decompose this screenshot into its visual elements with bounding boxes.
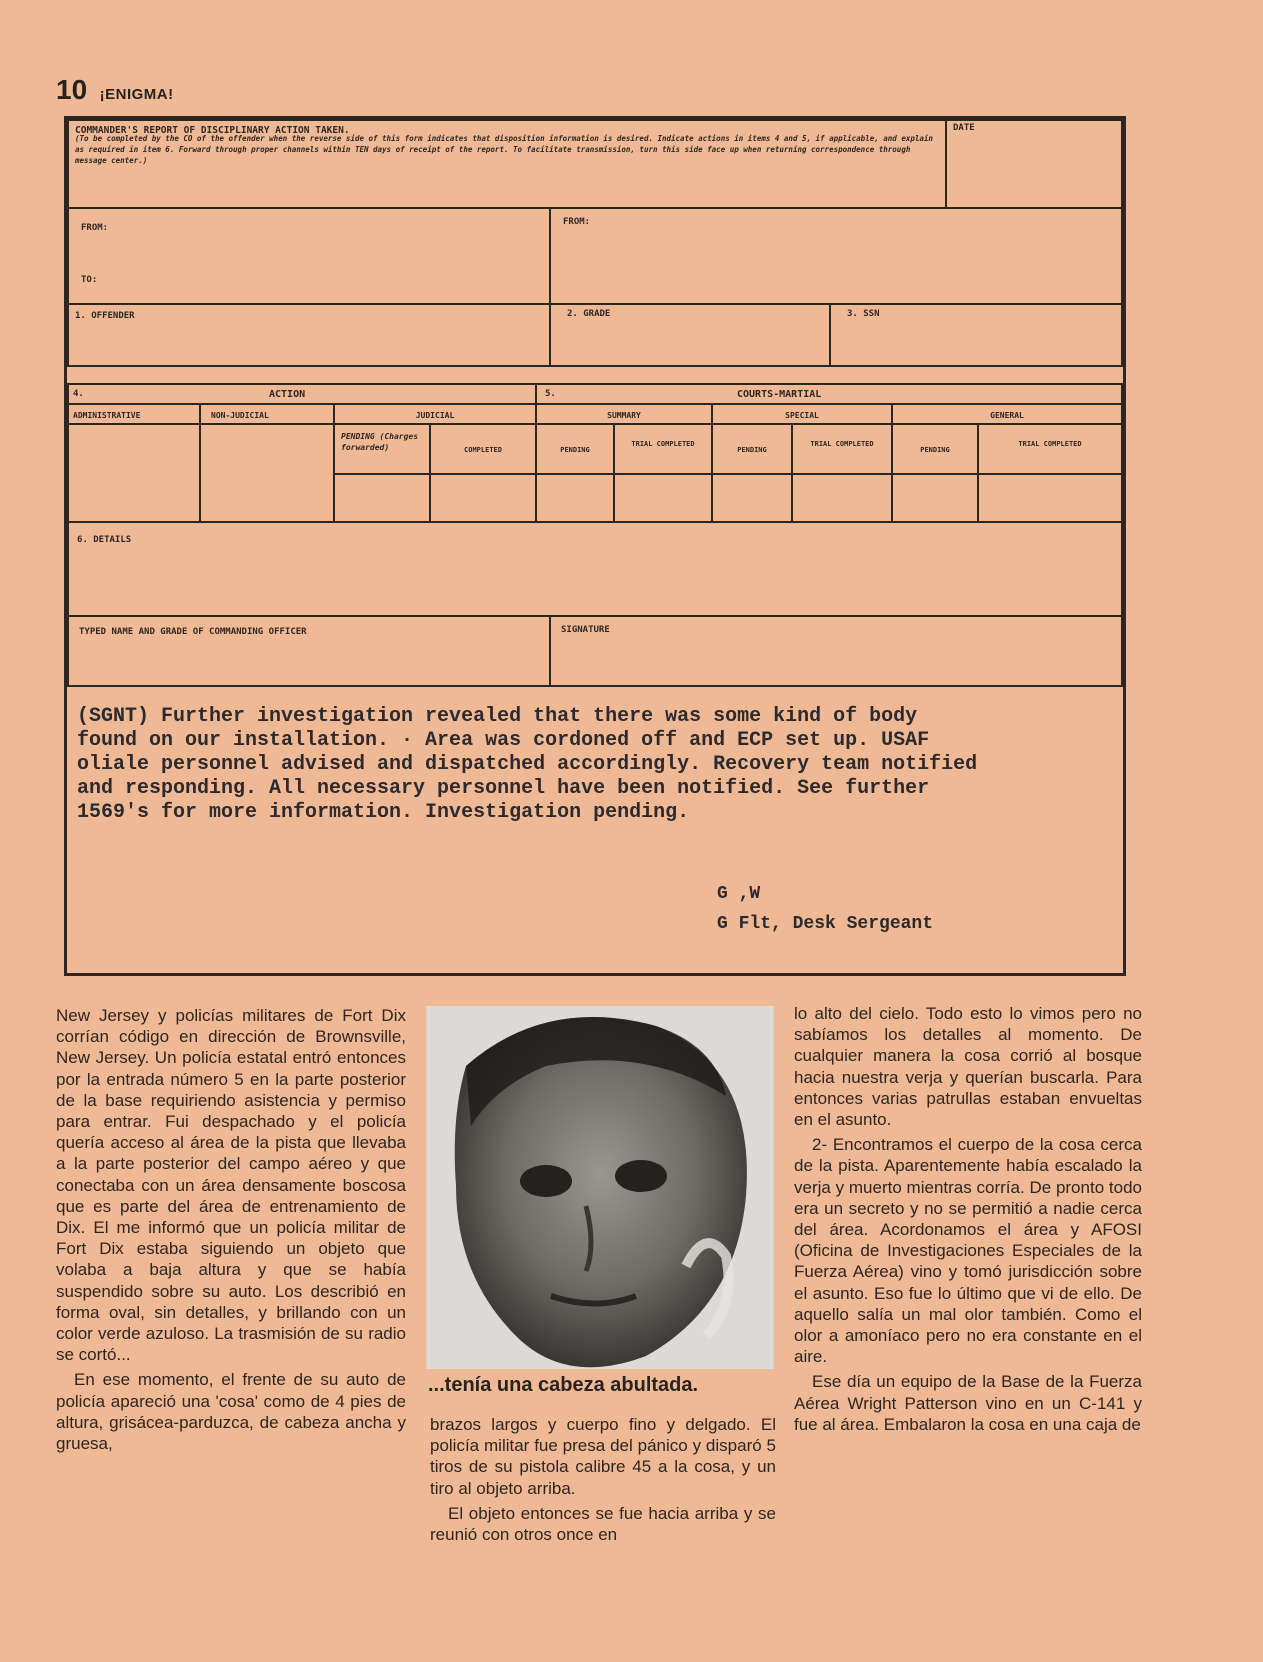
signature-line-1: G ,W	[717, 884, 761, 904]
blank-cell	[613, 473, 713, 523]
details-label: 6. DETAILS	[77, 535, 132, 545]
form-instructions: (To be completed by the CO of the offender when the reverse side of this form indicates that disposition information is desired. Indicate actions in items 4 and 5, if applicable, and explain as required in item 6. Forward through proper channels within TEN days of receipt of the report. To facilitate transmission, turn this side face up when returning correspondence through message center.)	[75, 134, 933, 165]
item5-label: 5.	[545, 389, 556, 399]
remarks-line: 1569's for more information. Investigation pending.	[77, 801, 690, 824]
general-trial-label: TRIAL COMPLETED	[1018, 440, 1082, 448]
special-trial-head	[791, 423, 893, 475]
courts-header	[535, 383, 1123, 405]
special-col	[711, 403, 893, 425]
item4-label: 4.	[73, 389, 84, 399]
from-label: FROM:	[563, 217, 591, 227]
paragraph: Ese día un equipo de la Base de la Fuerza Aérea Wright Patterson vino en un C-141 y fue al área. Embalaron la cosa en una caja de	[794, 1372, 1142, 1434]
judicial-pending-head	[333, 423, 431, 475]
magazine-title: ¡ENIGMA!	[99, 86, 174, 103]
article-column-2	[430, 1414, 776, 1549]
general-label: GENERAL	[990, 411, 1024, 420]
remarks-line: and responding. All necessary personnel have been notified. See further	[77, 777, 930, 800]
administrative-label: ADMINISTRATIVE	[73, 411, 141, 420]
signature-line-2: G Flt, Desk Sergeant	[717, 914, 934, 934]
blank-cell	[711, 473, 793, 523]
summary-trial-head	[613, 423, 713, 475]
paragraph: En ese momento, el frente de su auto de policía apareció una 'cosa' como de 4 pies de altura, grisácea-parduzca, de cabeza ancha y gruesa,	[56, 1370, 406, 1454]
administrative-box	[67, 423, 201, 523]
ssn-cell	[829, 303, 1123, 367]
remarks-line: (SGNT) Further investigation revealed that there was some kind of body	[77, 705, 918, 728]
grade-cell	[549, 303, 831, 367]
article-column-3	[794, 1003, 1142, 1439]
general-pending-label: PENDING	[920, 446, 950, 454]
special-pending-head	[711, 423, 793, 475]
alien-head-illustration	[426, 1006, 774, 1369]
paragraph: 2- Encontramos el cuerpo de la cosa cerca de la pista. Aparentemente había escalado la verja y muerto mientras corría. De pronto todo era un secreto y no se permitió a nadie cerca del área. Acordonamos el área y AFOSI (Oficina de Investigaciones Especiales de la Fuerza Aérea) vino y tomó jurisdicción sobre el asunto. Eso fue lo último que vi de ello. De aquello salía un mal olor también. Como el olor a amoníaco pero no era constante en el aire.	[794, 1135, 1142, 1367]
action-header	[67, 383, 537, 405]
judicial-col	[333, 403, 537, 425]
judicial-completed-label: COMPLETED	[464, 446, 502, 454]
ssn-label: 3. SSN	[847, 309, 880, 319]
remarks-line: found on our installation. · Area was cordoned off and ECP set up. USAF	[77, 729, 930, 752]
grade-label: 2. GRADE	[567, 309, 611, 319]
page-header	[56, 74, 174, 106]
judicial-label: JUDICIAL	[415, 411, 455, 420]
paragraph: brazos largos y cuerpo fino y delgado. El policía militar fue presa del pánico y disparó 5 tiros de su pistola calibre 45 a la cosa, y un tiro al objeto arriba.	[430, 1415, 776, 1498]
form-title-cell	[67, 119, 947, 209]
from-cell	[549, 207, 1123, 305]
summary-pending-label: PENDING	[560, 446, 590, 454]
disciplinary-action-form	[64, 116, 1126, 976]
form-title: COMMANDER'S REPORT OF DISCIPLINARY ACTION TAKEN.	[75, 125, 350, 136]
blank-cell	[891, 473, 979, 523]
date-cell	[945, 119, 1123, 209]
paragraph: New Jersey y policías militares de Fort Dix corrían código en dirección de Brownsville, New Jersey. Un policía estatal entró entonces por la entrada número 5 en la parte posterior de la base requiriendo asistencia y permiso para entrar. Fui despachado y el policía quería acceso al área de la pista que llevaba a la parte posterior del campo aéreo y que conectaba con un área densamente boscosa que es parte del área de entrenamiento de Dix. El me informó que un policía militar de Fort Dix estaba siguiendo un objeto que volaba a baja altura y que se había suspendido sobre su auto. Los describió en forma oval, sin detalles, y brillando con un color verde azuloso. La trasmisión de su radio se cortó...	[56, 1006, 406, 1365]
special-trial-label: TRIAL COMPLETED	[810, 440, 874, 448]
nonjudicial-col	[199, 403, 335, 425]
general-pending-head	[891, 423, 979, 475]
paragraph: lo alto del cielo. Todo esto lo vimos pero no sabíamos los detalles al momento. De cualquier manera la cosa corrió al bosque hacia nuestra verja y querían buscarla. Para entonces varias patrullas estaban envueltas en el asunto.	[794, 1004, 1142, 1130]
summary-pending-head	[535, 423, 615, 475]
to-label-2: TO:	[81, 275, 98, 285]
action-label: ACTION	[269, 389, 306, 400]
blank-cell	[429, 473, 537, 523]
general-col	[891, 403, 1123, 425]
signature-cell	[549, 615, 1123, 687]
special-pending-label: PENDING	[737, 446, 767, 454]
courts-martial-label: COURTS-MARTIAL	[737, 389, 822, 400]
blank-cell	[791, 473, 893, 523]
general-trial-head	[977, 423, 1123, 475]
nonjudicial-box	[199, 423, 335, 523]
remarks-text	[67, 699, 1123, 831]
typed-name-cell	[67, 615, 551, 687]
article-column-1	[56, 1005, 406, 1458]
blank-cell	[333, 473, 431, 523]
signature-block	[717, 879, 933, 939]
signature-label: SIGNATURE	[561, 625, 610, 635]
remarks-line: oliale personnel advised and dispatched accordingly. Recovery team notified	[77, 753, 978, 776]
paragraph: El objeto entonces se fue hacia arriba y se reunió con otros once en	[430, 1503, 776, 1545]
to-label: FROM:	[81, 223, 109, 233]
date-label: DATE	[953, 123, 975, 133]
to-cell	[67, 207, 551, 305]
offender-cell	[67, 303, 551, 367]
offender-label: 1. OFFENDER	[75, 311, 135, 321]
judicial-completed-head	[429, 423, 537, 475]
blank-cell	[535, 473, 615, 523]
summary-trial-label: TRIAL COMPLETED	[631, 440, 695, 448]
pending-charges-label: PENDING (Charges forwarded)	[341, 432, 419, 452]
administrative-col	[67, 403, 201, 425]
summary-label: SUMMARY	[607, 411, 641, 420]
blank-cell	[977, 473, 1123, 523]
page-number: 10	[56, 74, 88, 105]
special-label: SPECIAL	[785, 411, 819, 420]
summary-col	[535, 403, 713, 425]
typed-name-label: TYPED NAME AND GRADE OF COMMANDING OFFICER	[79, 627, 307, 637]
non-judicial-label: NON-JUDICIAL	[211, 411, 269, 420]
details-cell	[67, 521, 1123, 617]
alien-head-photo	[426, 1006, 774, 1369]
photo-caption: ...tenía una cabeza abultada.	[428, 1374, 699, 1396]
